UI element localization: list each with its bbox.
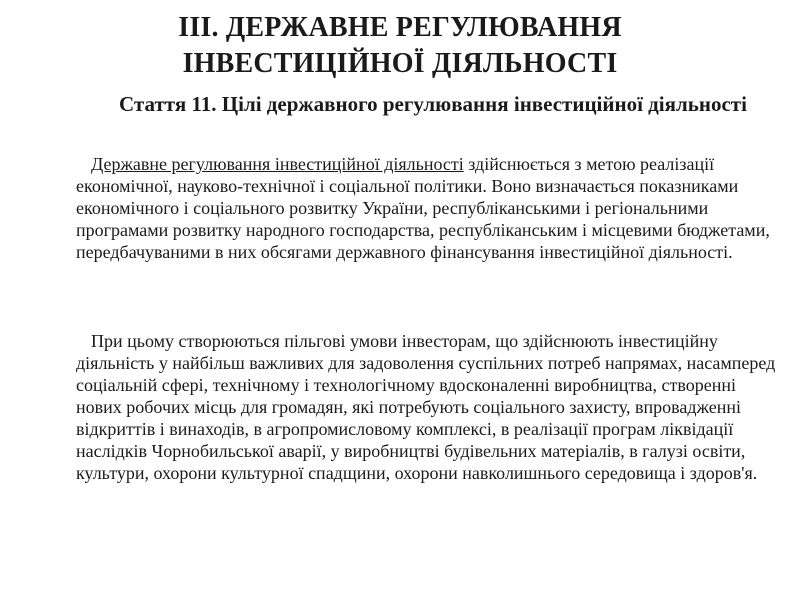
paragraph-1 — [76, 153, 776, 263]
article-title: Стаття 11. Цілі державного регулювання інвестиційної діяльності — [119, 92, 747, 116]
title-line-1: ІІІ. ДЕРЖАВНЕ РЕГУЛЮВАННЯ — [178, 12, 622, 43]
paragraph-2: При цьому створюються пільгові умови інвесторам, що здійснюють інвестиційну діяльність у найбільш важливих для задоволення суспільних потреб напрямах, насамперед соціальній сфері, технічному і технологічному вдосконаленні виробництва, створенні нових робочих місць для громадян, які потребують соціального захисту, впровадженні відкриттів і винаходів, в агропромисловому комплексі, в реалізації програм ліквідації наслідків Чорнобильської аварії, у виробництві будівельних матеріалів, в галузі освіти, культури, охорони культурної спадщини, охорони навколишнього середовища і здоров'я. — [76, 331, 776, 483]
paragraph-1-body: здійснюється з метою реалізації економічної, науково-технічної і соціальної політики. Воно визначається показниками економічного і соціального розвитку України, республіканськими і регіональними програмами розвитку народного господарства, республіканським і місцевими бюджетами, передбачуваними в них обсягами державного фінансування інвестиційної діяльності. — [76, 154, 770, 262]
title-line-2: ІНВЕСТИЦІЙНОЇ ДІЯЛЬНОСТІ — [182, 48, 618, 79]
slide-title — [60, 10, 740, 82]
paragraph-1-lead: Державне регулювання інвестиційної діяльності — [91, 154, 464, 174]
